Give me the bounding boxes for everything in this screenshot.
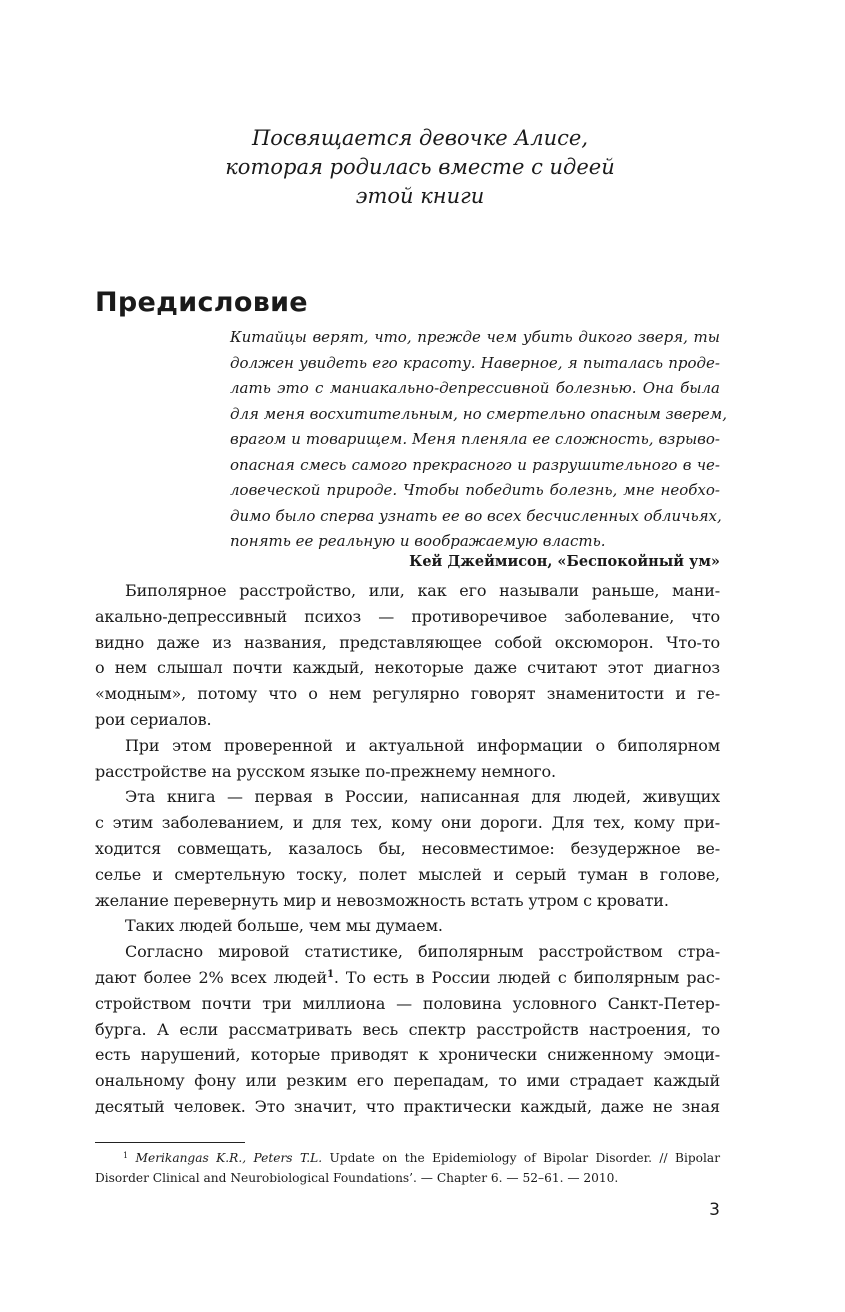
epigraph-line: врагом и товарищем. Меня пленяла ее сложность, взрыво- xyxy=(230,430,720,448)
text-line: Согласно мировой статистике, биполярным расстройством стра- xyxy=(125,942,720,962)
text-line: десятый человек. Это значит, что практически каждый, даже не зная xyxy=(95,1096,720,1116)
text-line: рои сериалов. xyxy=(95,709,212,729)
paragraph xyxy=(95,578,720,733)
dedication-line: Посвящается девочке Алисе, xyxy=(251,126,589,150)
text-line: о нем слышал почти каждый, некоторые даже считают этот диагноз xyxy=(95,658,720,678)
epigraph-line: димо было сперва узнать ее во всех бесчисленных обличьях, xyxy=(230,506,722,525)
epigraph-attribution: Кей Джеймисон, «Беспокойный ум» xyxy=(409,553,720,570)
footnote-reference[interactable]: 1 xyxy=(327,968,334,980)
paragraph xyxy=(95,913,720,939)
paragraph xyxy=(95,784,720,913)
text-line: видно даже из названия, представляющее собой оксюморон. Что-то xyxy=(95,632,720,652)
text-line: бурга. А если рассматривать весь спектр расстройств настроения, то xyxy=(95,1019,720,1039)
text-line: акально-депрессивный психоз — противоречивое заболевание, что xyxy=(95,606,720,626)
epigraph-line: должен увидеть его красоту. Наверное, я пыталась проде- xyxy=(230,353,720,372)
footnote-text: Update on the Epidemiology of Bipolar Disorder. // Bipolar xyxy=(322,1151,721,1165)
text-fragment: дают более 2% всех людей xyxy=(95,967,328,987)
paragraph xyxy=(95,939,720,1120)
epigraph-line: Китайцы верят, что, прежде чем убить дикого зверя, ты xyxy=(230,328,720,346)
text-line: селье и смертельную тоску, полет мыслей и серый туман в голове, xyxy=(95,864,720,884)
text-fragment: . То есть в России людей с биполярным рас- xyxy=(333,967,720,987)
dedication-line: которая родилась вместе с идеей xyxy=(225,155,615,179)
text-line: ходится совмещать, казалось бы, несовместимое: безудержное ве- xyxy=(95,838,720,858)
footnote-line: Disorder Clinical and Neurobiological Foundations’. — Chapter 6. — 52–61. — 2010. xyxy=(95,1171,619,1185)
dedication xyxy=(150,124,690,211)
epigraph-line: ловеческой природе. Чтобы победить болезнь, мне необхо- xyxy=(230,481,720,499)
text-line: желание перевернуть мир и невозможность встать утром с кровати. xyxy=(95,890,669,910)
page-number: 3 xyxy=(709,1200,720,1220)
text-line: с этим заболеванием, и для тех, кому они дороги. Для тех, кому при- xyxy=(95,813,720,833)
text-line: Эта книга — первая в России, написанная для людей, живущих xyxy=(125,787,720,807)
text-line: расстройстве на русском языке по-прежнему немного. xyxy=(95,761,556,781)
footnote-divider xyxy=(95,1142,245,1143)
body-text xyxy=(95,578,720,1120)
footnote xyxy=(95,1148,720,1188)
dedication-line: этой книги xyxy=(355,184,485,208)
footnote-marker: 1 xyxy=(123,1151,129,1160)
text-line: При этом проверенной и актуальной информации о биполярном xyxy=(125,735,720,755)
text-line: стройством почти три миллиона — половина условного Санкт-Петер- xyxy=(95,993,720,1013)
epigraph-line: опасная смесь самого прекрасного и разрушительного в че- xyxy=(230,455,720,474)
text-line: есть нарушений, которые приводят к хронически сниженному эмоци- xyxy=(95,1045,720,1065)
paragraph xyxy=(95,733,720,785)
text-line: «модным», потому что о нем регулярно говорят знаменитости и ге- xyxy=(95,684,720,704)
text-line: Биполярное расстройство, или, как его называли раньше, мани- xyxy=(125,581,720,600)
footnote-line xyxy=(95,1148,720,1168)
epigraph-line: лать это с маниакально-депрессивной болезнью. Она была xyxy=(230,379,720,397)
text-line: Таких людей больше, чем мы думаем. xyxy=(125,916,443,936)
text-line xyxy=(95,965,720,991)
chapter-heading: Предисловие xyxy=(95,287,308,318)
epigraph-line: для меня восхитительным, но смертельно опасным зверем, xyxy=(230,404,728,423)
epigraph xyxy=(230,325,728,555)
footnote-authors: Merikangas K.R., Peters T.L. xyxy=(135,1151,323,1165)
epigraph-line: понять ее реальную и воображаемую власть. xyxy=(230,532,606,550)
text-line: ональному фону или резким его перепадам, то ими страдает каждый xyxy=(95,1071,720,1091)
